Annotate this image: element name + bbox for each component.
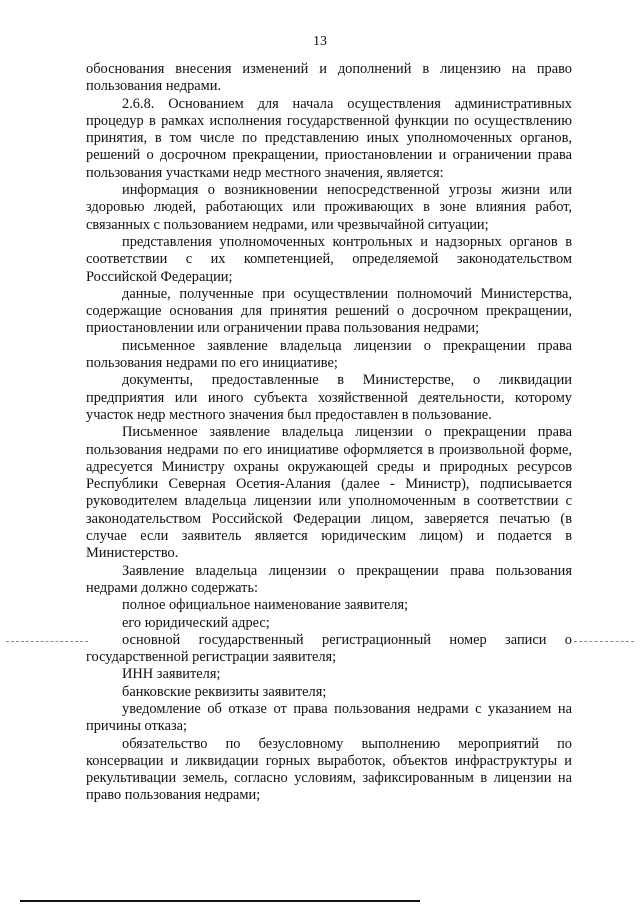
paragraph: полное официальное наименование заявителя; [122,597,409,614]
paragraph: информация о возникновении непосредственной угрозы жизни или здоровью людей, работающих или проживающих в зоне влияния работ, связанных с пользованием недрами, или чрезвычайной ситуации; [86,182,572,233]
paragraph: основной государственный регистрационный номер записи о государственной регистрации заявителя; [86,631,572,666]
document-body [86,61,572,805]
paragraph: Письменное заявление владельца лицензии о прекращении права пользования недрами по его инициативе оформляется в произвольной форме, адресуется Министру охраны окружающей среды и природных ресурсов Республики Северная Осетия-Алания (далее - Министр), подписывается руководителем владельца лицензии или уполномоченным в соответствии с законодательством Российской Федерации лицом, заверяется печатью (в случае если заявитель является юридическим лицом) и подается в Министерство. [86,424,572,562]
paragraph: данные, полученные при осуществлении полномочий Министерства, содержащие основания для принятия решений о досрочном прекращении, приостановлении или ограничении права пользования недрами; [86,285,572,337]
scan-artifact-line-left [6,641,88,642]
paragraph: обоснования внесения изменений и дополнений в лицензию на право пользования недрами. [86,61,572,95]
page-number: 13 [313,34,327,49]
bottom-rule [20,900,420,902]
paragraph: его юридический адрес; [122,614,270,631]
paragraph: Заявление владельца лицензии о прекращении права пользования недрами должно содержать: [86,562,572,596]
paragraph: письменное заявление владельца лицензии о прекращении права пользования недрами по его инициативе; [86,337,572,372]
paragraph: банковские реквизиты заявителя; [122,683,327,700]
paragraph: 2.6.8. Основанием для начала осуществления административных процедур в рамках исполнения государственной функции по осуществлению принятия, в том числе по представлению иных уполномоченных органов, решений о досрочном прекращении, приостановлении и ограничении права пользования участками недр местного значения, является: [86,95,572,181]
paragraph: обязательство по безусловному выполнению мероприятий по консервации и ликвидации горных выработок, объектов инфраструктуры и рекультивации земель, согласно условиям, зафиксированным в лицензии на право пользования недрами; [86,735,572,804]
scan-artifact-line-right [574,641,634,642]
paragraph: ИНН заявителя; [122,666,221,683]
paragraph: документы, предоставленные в Министерстве, о ликвидации предприятия или иного субъекта хозяйственной деятельности, которому участок недр местного значения был предоставлен в пользование. [86,372,572,423]
paragraph: представления уполномоченных контрольных и надзорных органов в соответствии с их компетенцией, определяемой законодательством Российской Федерации; [86,233,572,285]
paragraph: уведомление об отказе от права пользования недрами с указанием на причины отказа; [86,700,572,735]
